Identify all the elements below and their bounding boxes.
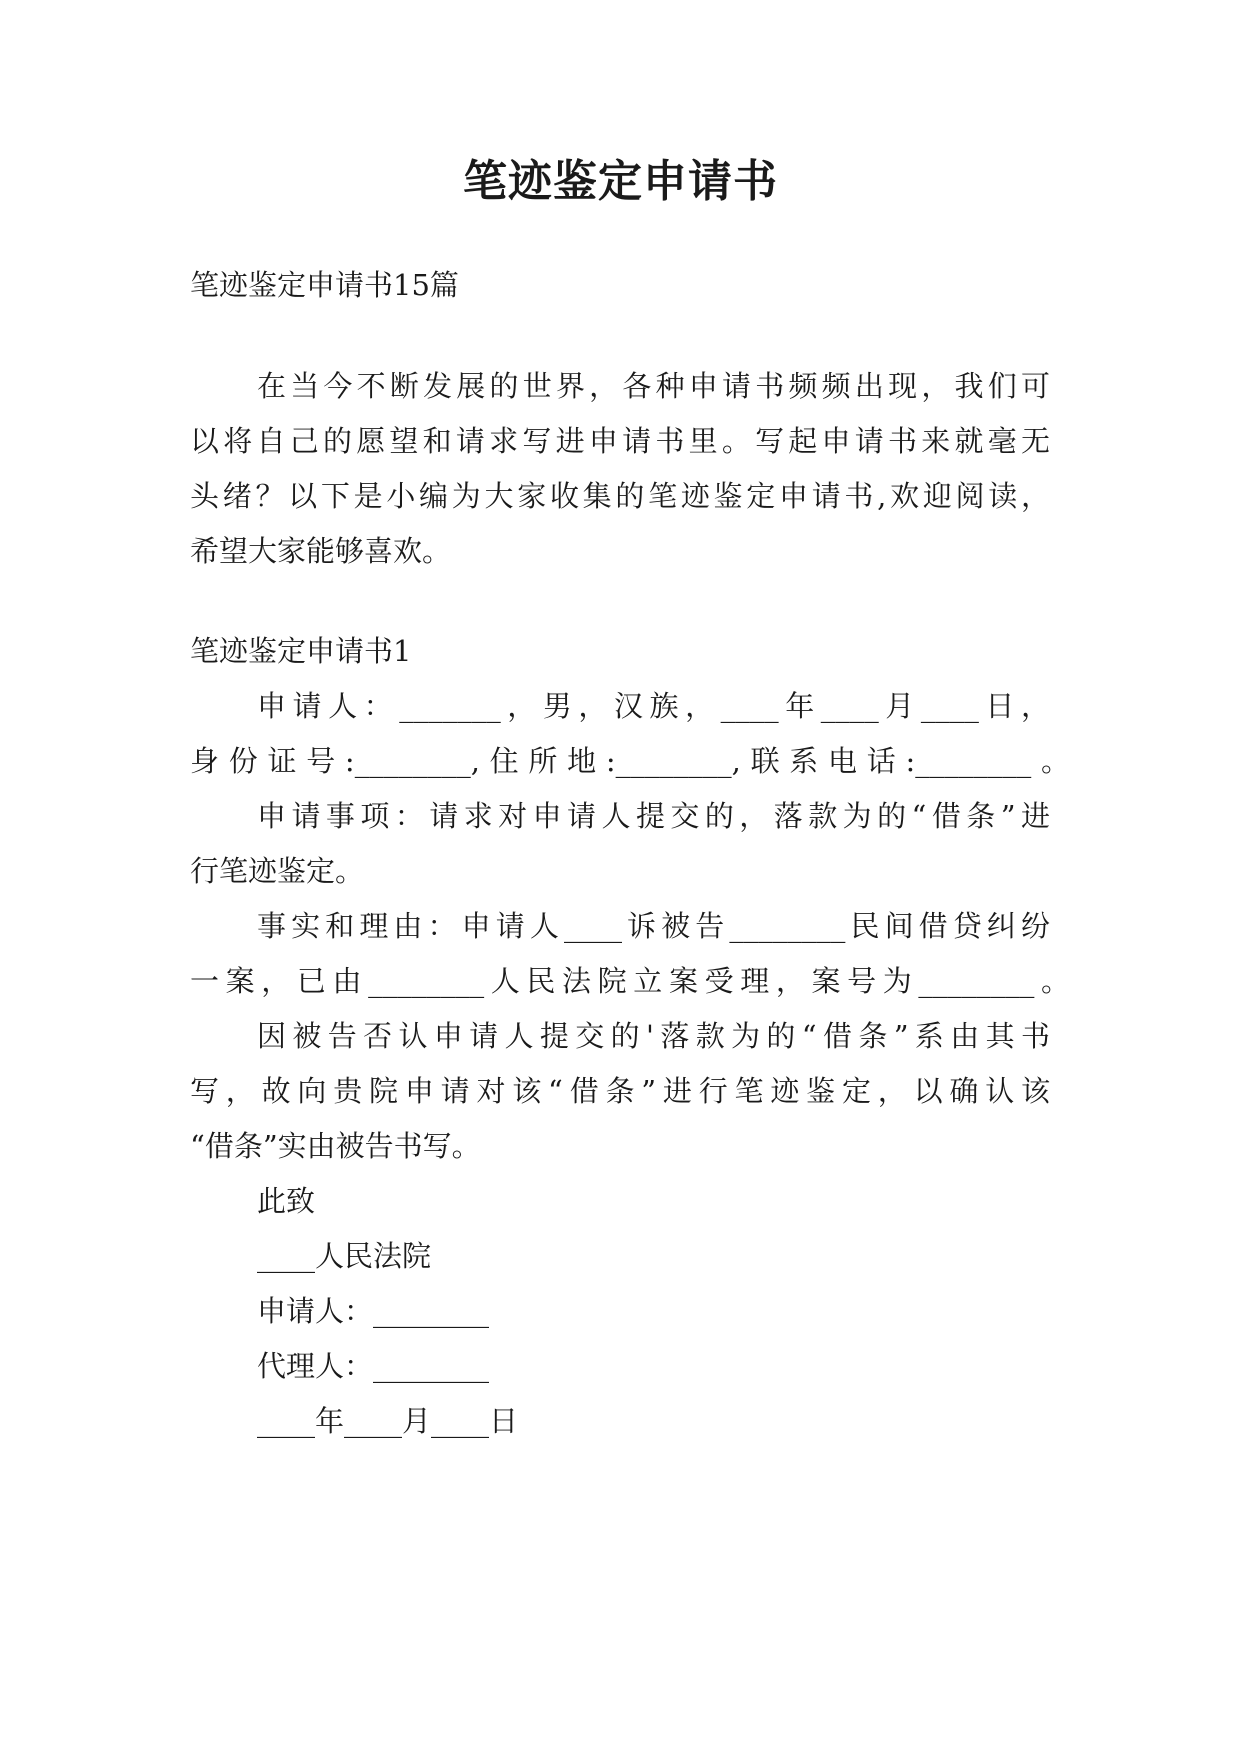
body-line-2: 身份证号:________,住所地:________,联系电话:________。 [190,744,1070,778]
intro-line-1: 在当今不断发展的世界，各种申请书频频出现，我们可 [257,369,1050,403]
document-subtitle: 笔迹鉴定申请书15篇 [190,268,459,302]
body-line-3: 申请事项：请求对申请人提交的，落款为的“借条”进 [257,799,1050,833]
body-line-7: 因被告否认申请人提交的'落款为的“借条”系由其书 [257,1019,1050,1053]
body-line-9: “借条”实由被告书写。 [190,1129,481,1163]
section-heading: 笔迹鉴定申请书1 [190,634,412,668]
body-line-6: 一案，已由________人民法院立案受理，案号为________。 [190,964,1070,998]
body-line-8: 写，故向贵院申请对该“借条”进行笔迹鉴定，以确认该 [190,1074,1050,1108]
body-line-1: 申请人：_______，男，汉族，____年____月____日， [257,689,1050,723]
body-line-5: 事实和理由：申请人____诉被告________民间借贷纠纷 [257,909,1050,943]
intro-line-3: 头绪？以下是小编为大家收集的笔迹鉴定申请书,欢迎阅读， [190,479,1050,513]
body-line-4: 行笔迹鉴定。 [190,854,365,888]
closing-applicant: 申请人：________ [257,1294,490,1328]
closing-court: ____人民法院 [257,1239,432,1273]
closing-salutation: 此致 [257,1184,316,1218]
closing-date: ____年____月____日 [257,1404,519,1438]
closing-agent: 代理人：________ [257,1349,490,1383]
intro-line-4: 希望大家能够喜欢。 [190,534,452,568]
document-title: 笔迹鉴定申请书 [463,156,778,207]
intro-line-2: 以将自己的愿望和请求写进申请书里。写起申请书来就毫无 [190,424,1050,458]
